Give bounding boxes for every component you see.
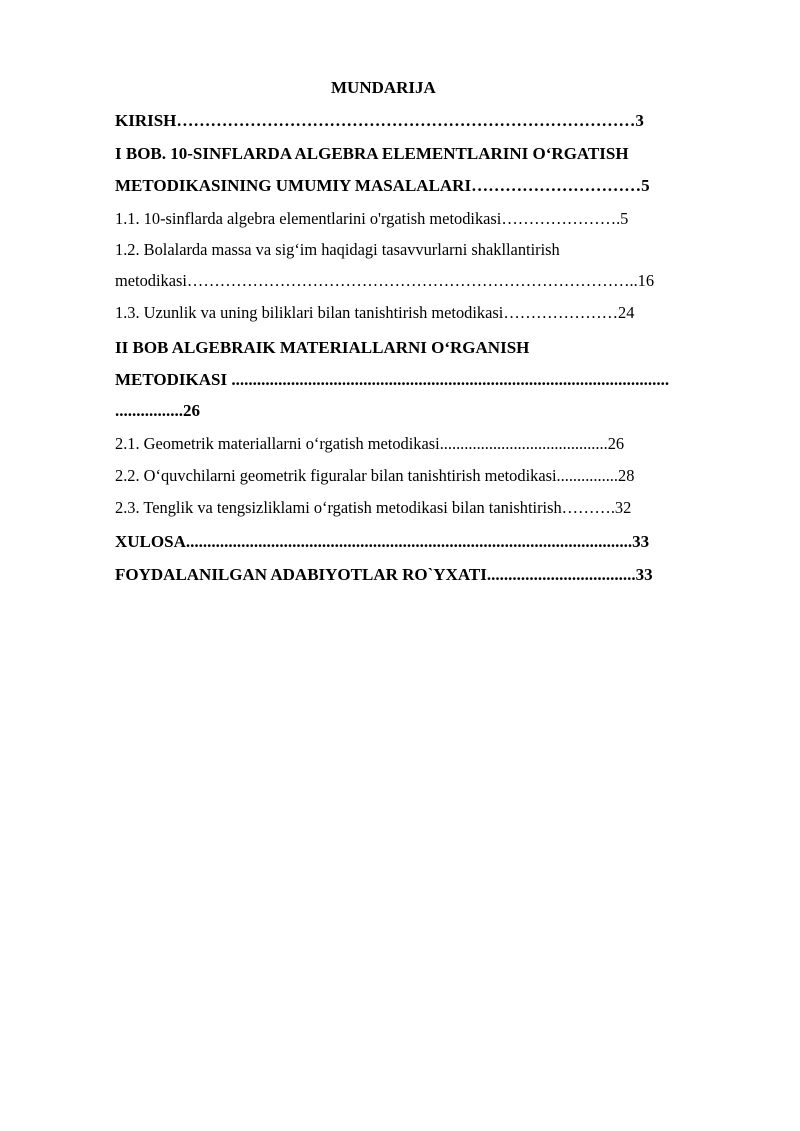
toc-entry-section-1-2-line-1: 1.2. Bolalarda massa va sig‘im haqidagi tasavvurlarni shakllantirish (115, 240, 560, 259)
toc-entry-chapter-2-line-2: METODIKASI ....................................................................................................... (115, 370, 670, 389)
toc-entry-introduction: KIRISH………………………………………………………………………3 (115, 111, 644, 130)
toc-entry-chapter-2-line-1: II BOB ALGEBRAIK MATERIALLARNI O‘RGANISH (115, 338, 530, 357)
toc-entry-section-1-1: 1.1. 10-sinflarda algebra elementlarini o'rgatish metodikasi………………….5 (115, 209, 629, 228)
toc-entry-references: FOYDALANILGAN ADABIYOTLAR RO`YXATI...................................33 (115, 565, 653, 584)
toc-entry-chapter-2-page: ................26 (115, 401, 200, 420)
toc-entry-section-2-3: 2.3. Tenglik va tengsizliklami o‘rgatish metodikasi bilan tanishtirish……….32 (115, 498, 632, 517)
toc-entry-section-1-3: 1.3. Uzunlik va uning biliklari bilan tanishtirish metodikasi…………………24 (115, 303, 635, 322)
toc-entry-section-1-2-line-2: metodikasi………………………………………………………………………..16 (115, 271, 655, 290)
toc-entry-chapter-1-line-2: METODIKASINING UMUMIY MASALALARI…………………………5 (115, 176, 650, 195)
page-title: MUNDARIJA (331, 78, 436, 97)
toc-entry-section-2-2: 2.2. O‘quvchilarni geometrik figuralar bilan tanishtirish metodikasi...............28 (115, 466, 635, 485)
toc-entry-conclusion: XULOSA.........................................................................................................33 (115, 532, 650, 551)
toc-entry-chapter-1-line-1: I BOB. 10-SINFLARDA ALGEBRA ELEMENTLARINI O‘RGATISH (115, 144, 629, 163)
toc-entry-section-2-1: 2.1. Geometrik materiallarni o‘rgatish metodikasi.........................................26 (115, 434, 625, 453)
